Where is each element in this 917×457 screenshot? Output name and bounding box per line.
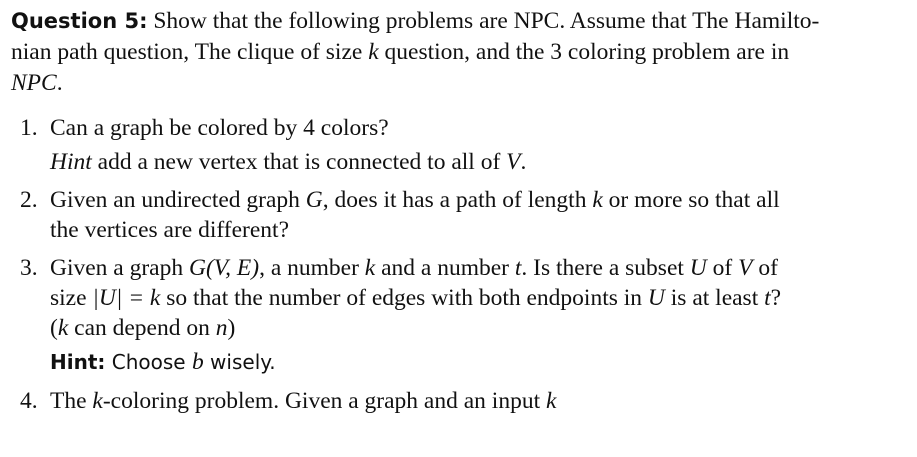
p3-l1-V: V — [738, 255, 753, 281]
p3-l1-a: Given a graph — [50, 255, 189, 281]
intro-period: . — [56, 70, 63, 96]
hint-text-1: add a new vertex that is connected to all of — [91, 149, 507, 175]
p3-l2-a: size — [50, 285, 93, 311]
problem-item-1 — [20, 113, 880, 177]
question-intro — [11, 6, 891, 99]
problem-3-line-2 — [50, 285, 781, 311]
problem-2-line-1 — [50, 187, 780, 213]
problem-number-1: 1. — [20, 115, 38, 141]
hint-end-3: wisely. — [203, 350, 276, 374]
p3-l1-f: of — [752, 255, 778, 281]
p3-l2-math: |U| = k — [92, 285, 161, 311]
question-label: Question 5: — [11, 9, 148, 33]
p3-l3-b: can depend on — [68, 315, 216, 341]
p3-l2-t: t — [764, 285, 771, 311]
problem-hint-3 — [50, 347, 880, 377]
p3-l2-b: so that the number of edges with both endpoints in — [160, 285, 648, 311]
problem-3-line-1 — [50, 255, 778, 281]
intro-var-k: k — [368, 39, 379, 65]
p2-text-b: , does it has a path of length — [322, 187, 593, 213]
p3-l3-a: ( — [50, 315, 58, 341]
problem-hint-1 — [50, 147, 880, 177]
p3-l3-c: ) — [227, 315, 236, 341]
p3-l3-n: n — [215, 315, 228, 341]
p3-l2-c: is at least — [664, 285, 765, 311]
hint-var-3: b — [191, 349, 204, 375]
problem-text-1: Can a graph be colored by 4 colors? — [50, 115, 389, 141]
p2-var-G: G — [305, 187, 323, 213]
p3-l1-k: k — [364, 255, 376, 281]
p4-k1: k — [92, 388, 103, 414]
p4-a: The — [50, 388, 93, 414]
problem-item-4 — [20, 386, 880, 416]
p3-l2-U: U — [647, 285, 665, 311]
p2-var-k: k — [592, 187, 603, 213]
hint-text-3: Choose — [105, 350, 192, 374]
p4-k2: k — [545, 388, 557, 414]
problem-number-3: 3. — [20, 255, 38, 281]
p3-l3-k: k — [57, 315, 69, 341]
hint-label-3: Hint: — [50, 350, 106, 374]
intro-line-2: nian path question, The clique of size — [11, 39, 369, 65]
question-block — [11, 6, 891, 99]
problem-list — [20, 113, 880, 416]
intro-line-2-end: question, and the 3 coloring problem are in — [378, 39, 790, 65]
hint-end-1: . — [520, 149, 527, 175]
p3-l1-t: t — [514, 255, 522, 281]
p3-l1-c: and a number — [375, 255, 515, 281]
hint-var-1: V — [506, 149, 521, 175]
hint-label-1: Hint — [50, 149, 92, 175]
p4-b: -coloring problem. Given a graph and an input — [102, 388, 546, 414]
p2-text-c: or more so that all — [602, 187, 780, 213]
problem-3-line-3 — [50, 315, 235, 341]
p3-l1-d: . Is there a subset — [521, 255, 690, 281]
problem-item-3 — [20, 253, 880, 377]
problem-number-2: 2. — [20, 187, 38, 213]
p3-l2-d: ? — [770, 285, 782, 311]
problem-item-2 — [20, 185, 880, 245]
intro-npc: NPC — [11, 70, 57, 96]
p2-text-a: Given an undirected graph — [50, 187, 306, 213]
problem-number-4: 4. — [20, 388, 38, 414]
p3-l1-math: G(V, E) — [189, 255, 260, 281]
p3-l1-b: , a number — [259, 255, 365, 281]
p3-l1-e: of — [706, 255, 739, 281]
p3-l1-U: U — [689, 255, 707, 281]
problem-2-line-2: the vertices are different? — [50, 217, 289, 243]
intro-line-1: Show that the following problems are NPC. Assume that The Hamilto- — [147, 8, 820, 34]
